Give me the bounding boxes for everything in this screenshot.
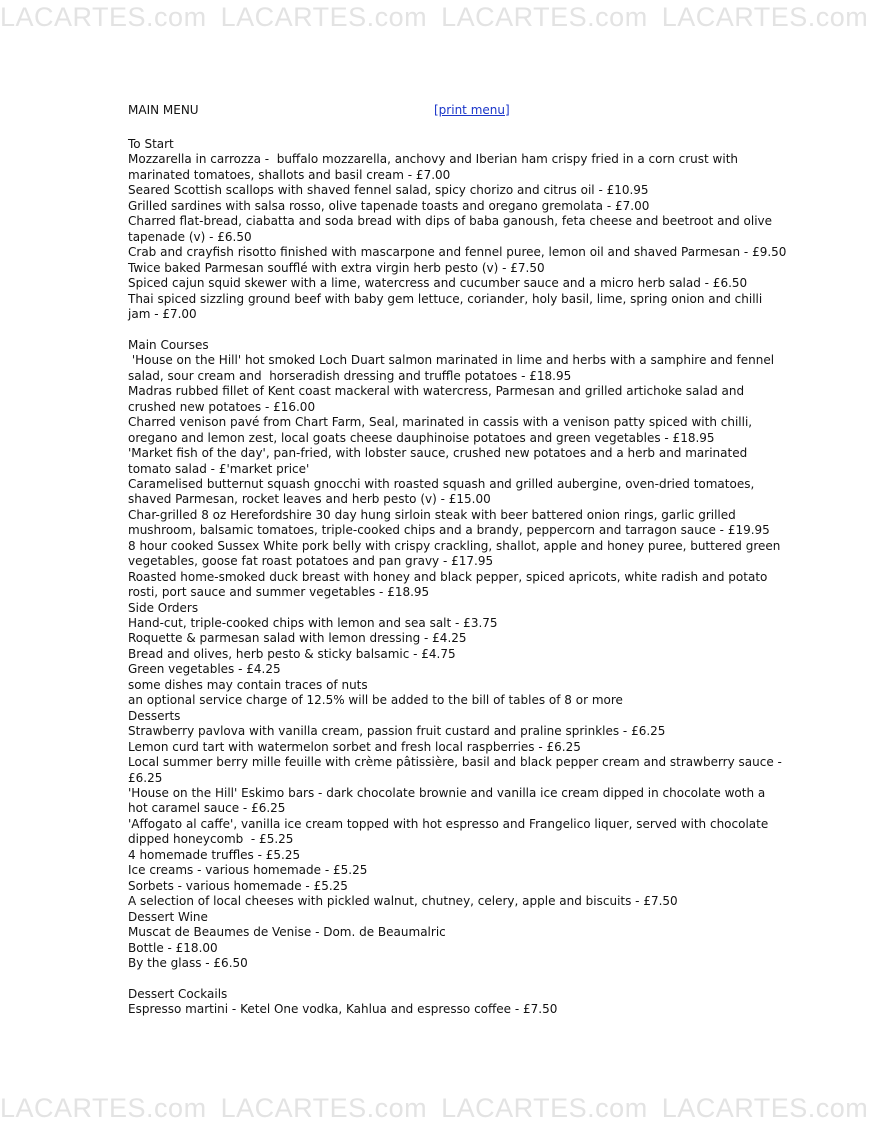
menu-line: Dessert Wine <box>128 909 208 924</box>
menu-line <box>128 971 748 986</box>
menu-line: Mozzarella in carrozza - buffalo mozzarella, anchovy and Iberian ham crispy fried in a corn crust with <box>128 152 739 167</box>
menu-content <box>128 137 787 1018</box>
watermark-bottom <box>0 1093 870 1123</box>
menu-line: Side Orders <box>128 600 199 615</box>
menu-line: Madras rubbed fillet of Kent coast mackeral with watercress, Parmesan and grilled artichoke salad and <box>128 384 745 399</box>
menu-line: 8 hour cooked Sussex White pork belly with crispy crackling, shallot, apple and honey puree, buttered green <box>128 538 781 553</box>
menu-line: Grilled sardines with salsa rosso, olive tapenade toasts and oregano gremolata - £7.00 <box>128 198 650 213</box>
menu-line: oregano and lemon zest, local goats cheese dauphinoise potatoes and green vegetables - £18.95 <box>128 430 715 445</box>
menu-line: Lemon curd tart with watermelon sorbet and fresh local raspberries - £6.25 <box>128 739 581 754</box>
menu-line: Ice creams - various homemade - £5.25 <box>128 863 368 878</box>
menu-line: Spiced cajun squid skewer with a lime, watercress and cucumber sauce and a micro herb salad - £6.50 <box>128 276 748 291</box>
page-title: MAIN MENU <box>128 103 199 117</box>
menu-line: To Start <box>128 137 174 151</box>
menu-line: jam - £7.00 <box>128 306 197 321</box>
menu-line: 4 homemade truffles - £5.25 <box>128 847 301 862</box>
watermark-text: LACARTES.com <box>441 2 648 32</box>
menu-line: Charred venison pavé from Chart Farm, Seal, marinated in cassis with a venison patty spiced with chilli, <box>128 415 753 430</box>
watermark-text: LACARTES.com <box>661 1093 869 1123</box>
menu-line: Local summer berry mille feuille with crème pâtissière, basil and black pepper cream and strawberry sauce - <box>128 755 782 770</box>
menu-line: Twice baked Parmesan soufflé with extra virgin herb pesto (v) - £7.50 <box>128 260 545 275</box>
menu-line: Espresso martini - Ketel One vodka, Kahlua and espresso coffee - £7.50 <box>128 1002 558 1017</box>
print-menu-link[interactable]: [print menu] <box>434 103 510 117</box>
menu-line: mushroom, balsamic tomatoes, triple-cooked chips and a brandy, peppercorn and tarragon sauce - £19.95 <box>128 523 770 538</box>
menu-line: Bottle - £18.00 <box>128 940 218 955</box>
menu-line: vegetables, goose fat roast potatoes and pan gravy - £17.95 <box>128 554 494 569</box>
menu-line: an optional service charge of 12.5% will be added to the bill of tables of 8 or more <box>128 693 623 708</box>
watermark-text: LACARTES.com <box>0 2 207 32</box>
menu-line: Hand-cut, triple-cooked chips with lemon and sea salt - £3.75 <box>128 616 498 631</box>
menu-line: 'House on the Hill' hot smoked Loch Duart salmon marinated in lime and herbs with a samphire and fennel <box>128 353 775 368</box>
menu-line: shaved Parmesan, rocket leaves and herb pesto (v) - £15.00 <box>128 492 491 507</box>
menu-line: Desserts <box>128 708 181 723</box>
menu-line: Bread and olives, herb pesto & sticky balsamic - £4.75 <box>128 646 456 661</box>
menu-line: hot caramel sauce - £6.25 <box>128 801 286 816</box>
menu-line: 'House on the Hill' Eskimo bars - dark chocolate brownie and vanilla ice cream dipped in chocolate woth a <box>128 786 766 801</box>
menu-line: Strawberry pavlova with vanilla cream, passion fruit custard and praline sprinkles - £6.25 <box>128 724 666 739</box>
watermark-text: LACARTES.com <box>220 2 428 32</box>
watermark-text: LACARTES.com <box>220 1093 428 1123</box>
menu-line: A selection of local cheeses with pickled walnut, chutney, celery, apple and biscuits - £7.50 <box>128 894 678 909</box>
menu-line: tomato salad - £'market price' <box>128 461 310 476</box>
menu-line: Charred flat-bread, ciabatta and soda bread with dips of baba ganoush, feta cheese and beetroot and olive <box>128 214 773 229</box>
watermark-top <box>0 2 870 32</box>
menu-line: Crab and crayfish risotto finished with mascarpone and fennel puree, lemon oil and shaved Parmesan - £9.50 <box>128 245 787 260</box>
menu-line: 'Affogato al caffe', vanilla ice cream topped with hot espresso and Frangelico liquer, served with chocolate <box>128 816 769 831</box>
menu-line: £6.25 <box>128 770 163 785</box>
menu-line: Thai spiced sizzling ground beef with baby gem lettuce, coriander, holy basil, lime, spring onion and chilli <box>128 291 763 306</box>
menu-line: Sorbets - various homemade - £5.25 <box>128 878 348 893</box>
menu-line: Dessert Cockails <box>128 986 228 1001</box>
menu-line: crushed new potatoes - £16.00 <box>128 399 316 414</box>
menu-line: some dishes may contain traces of nuts <box>128 677 368 692</box>
watermark-text: LACARTES.com <box>441 1093 648 1123</box>
menu-line: dipped honeycomb - £5.25 <box>128 832 294 847</box>
menu-line: 'Market fish of the day', pan-fried, with lobster sauce, crushed new potatoes and a herb and marinated <box>128 446 748 461</box>
menu-line: Roquette & parmesan salad with lemon dressing - £4.25 <box>128 631 467 646</box>
menu-line: salad, sour cream and horseradish dressing and truffle potatoes - £18.95 <box>128 368 572 383</box>
menu-line: Roasted home-smoked duck breast with honey and black pepper, spiced apricots, white radish and potato <box>128 569 768 584</box>
menu-line: tapenade (v) - £6.50 <box>128 229 252 244</box>
menu-line: Caramelised butternut squash gnocchi with roasted squash and grilled aubergine, oven-dried tomatoes, <box>128 476 755 491</box>
menu-line: Char-grilled 8 oz Herefordshire 30 day hung sirloin steak with beer battered onion rings, garlic grilled <box>128 507 736 522</box>
menu-line: Green vegetables - £4.25 <box>128 662 281 677</box>
menu-line: marinated tomatoes, shallots and basil cream - £7.00 <box>128 167 451 182</box>
menu-line <box>128 322 748 337</box>
menu-line: Muscat de Beaumes de Venise - Dom. de Beaumalric <box>128 925 446 940</box>
menu-line: rosti, port sauce and summer vegetables - £18.95 <box>128 585 430 600</box>
watermark-text: LACARTES.com <box>661 2 869 32</box>
menu-line: Main Courses <box>128 337 209 352</box>
watermark-text: LACARTES.com <box>0 1093 207 1123</box>
menu-line: Seared Scottish scallops with shaved fennel salad, spicy chorizo and citrus oil - £10.95 <box>128 183 649 198</box>
menu-line: By the glass - £6.50 <box>128 956 248 970</box>
